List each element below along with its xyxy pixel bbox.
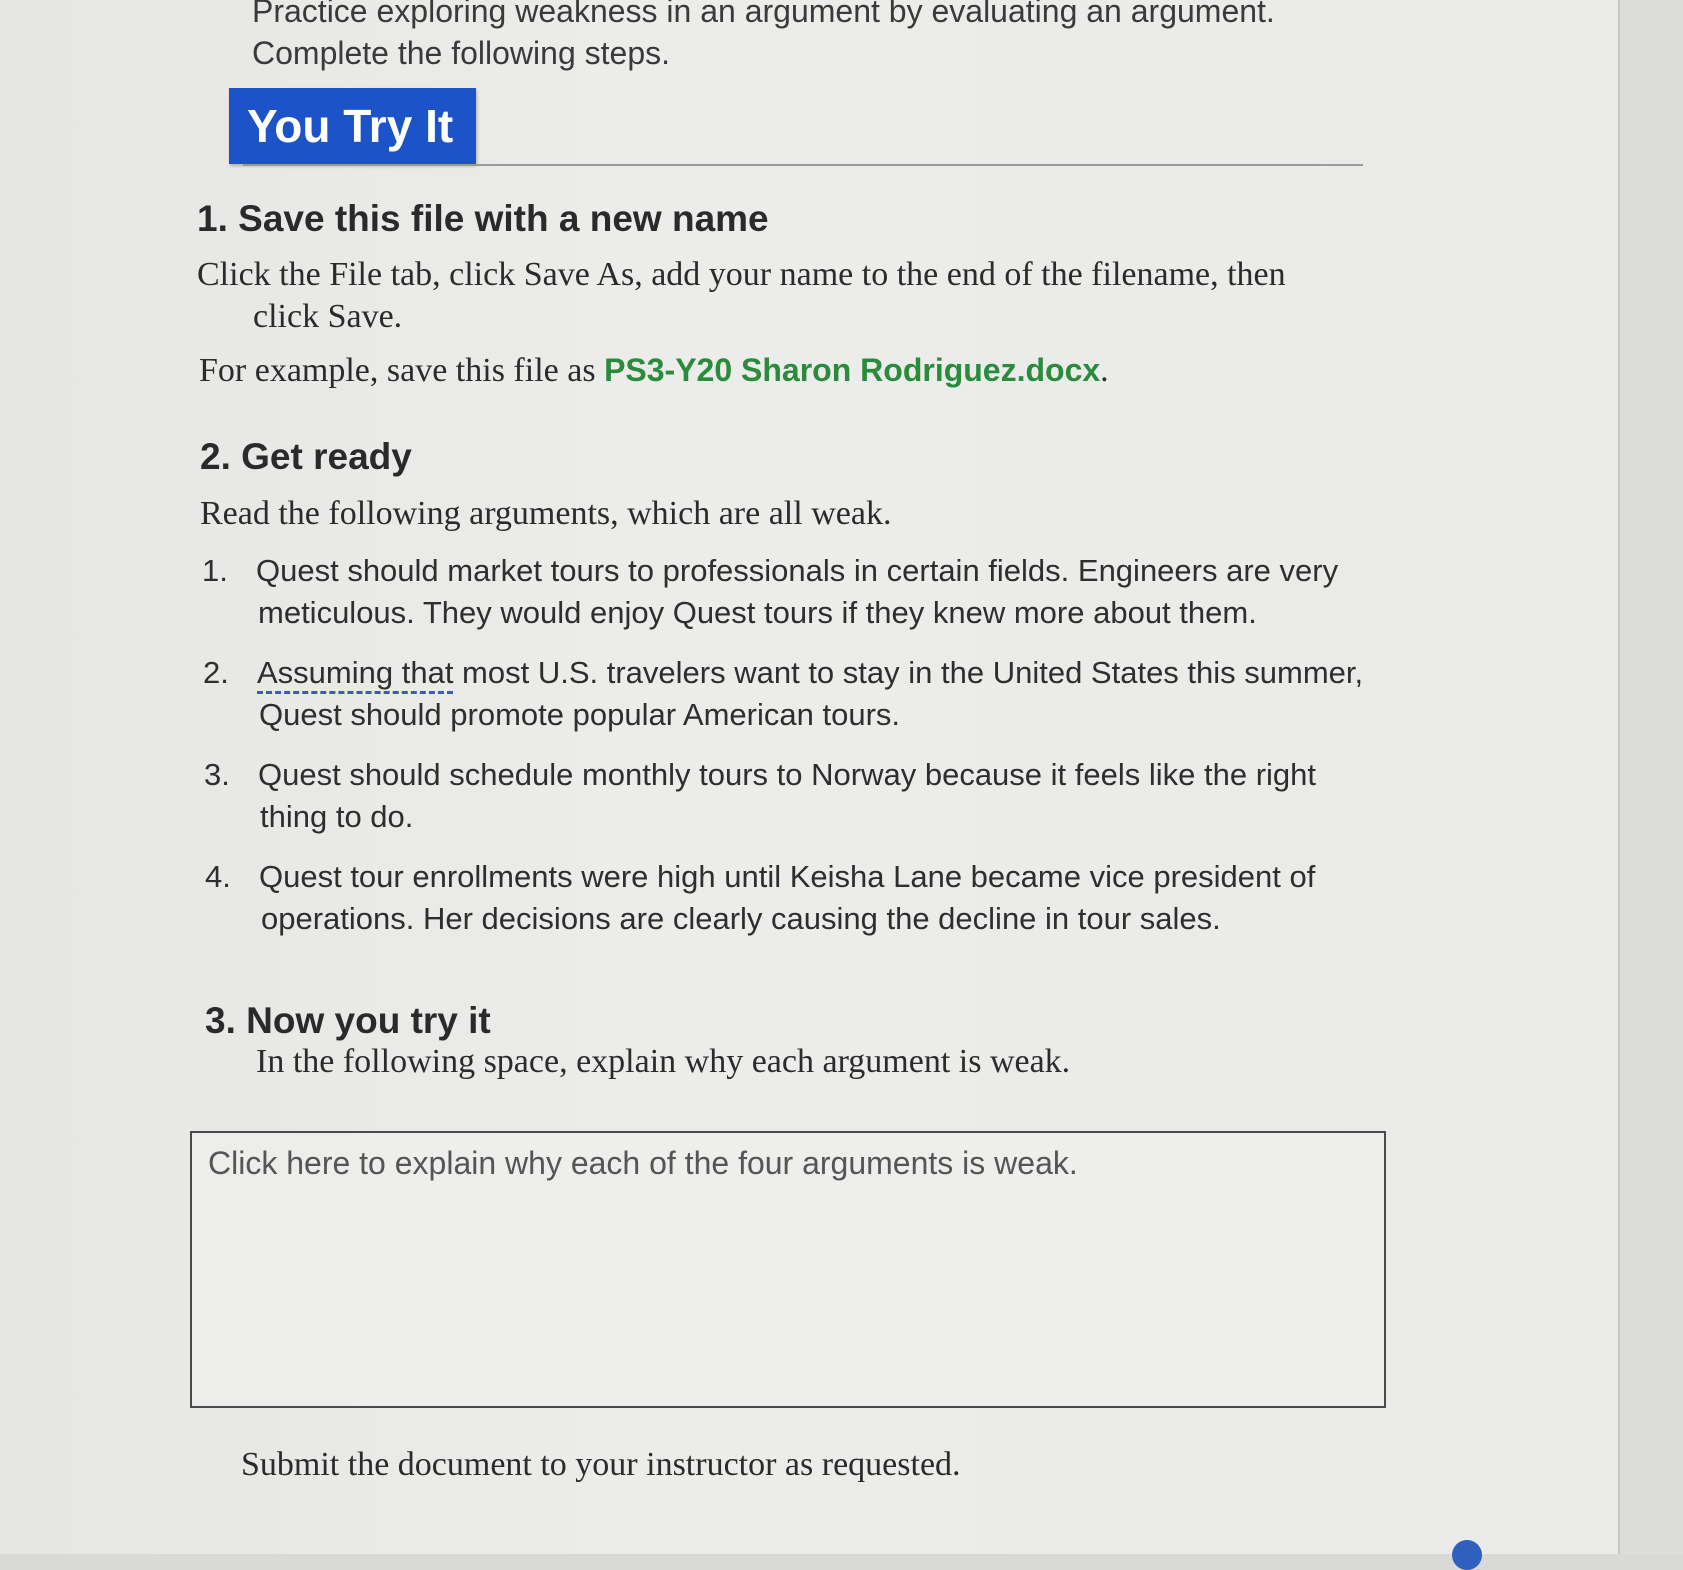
argument-number: 2. <box>203 655 229 690</box>
scroll-indicator-icon[interactable] <box>1452 1540 1482 1570</box>
grammar-flagged-phrase[interactable]: Assuming that <box>257 655 453 694</box>
example-suffix: . <box>1100 352 1109 389</box>
argument-line-2: meticulous. They would enjoy Quest tours if they knew more about them. <box>258 595 1257 630</box>
argument-line-1-rest: most U.S. travelers want to stay in the United States this summer, <box>453 655 1364 690</box>
answer-placeholder[interactable]: Click here to explain why each of the four arguments is weak. <box>208 1145 1078 1181</box>
step2-heading: 2. Get ready <box>200 436 412 477</box>
argument-line-1: Quest should schedule monthly tours to Norway because it feels like the right <box>258 757 1316 792</box>
you-try-it-banner: You Try It <box>229 88 476 164</box>
intro-line-2: Complete the following steps. <box>252 35 670 71</box>
argument-line-1: Quest tour enrollments were high until Keisha Lane became vice president of <box>259 859 1316 894</box>
step3-heading: 3. Now you try it <box>205 1000 491 1041</box>
argument-number: 4. <box>205 859 231 894</box>
submit-instruction: Submit the document to your instructor as requested. <box>241 1446 961 1483</box>
example-prefix: For example, save this file as <box>199 352 605 389</box>
argument-line-2: thing to do. <box>260 799 414 834</box>
intro-text <box>252 0 1275 74</box>
answer-content-control[interactable] <box>190 1131 1386 1408</box>
step2-instruction: Read the following arguments, which are all weak. <box>200 495 892 532</box>
argument-line-1: Quest should market tours to professionals in certain fields. Engineers are very <box>256 553 1339 588</box>
step3-instruction: In the following space, explain why each argument is weak. <box>256 1043 1071 1080</box>
right-gutter <box>1620 0 1683 1554</box>
argument-number: 1. <box>202 553 228 588</box>
example-filename: PS3-Y20 Sharon Rodriguez.docx <box>604 352 1101 388</box>
step1-heading: 1. Save this file with a new name <box>197 198 769 239</box>
intro-line-1: Practice exploring weakness in an argument by evaluating an argument. <box>252 0 1275 29</box>
step1-example <box>199 352 1109 390</box>
argument-line-2: Quest should promote popular American tours. <box>259 697 901 732</box>
argument-line-1 <box>257 652 1363 694</box>
banner-divider <box>243 164 1363 166</box>
argument-number: 3. <box>204 757 230 792</box>
step1-instruction-line-1: Click the File tab, click Save As, add your name to the end of the filename, then <box>197 256 1286 293</box>
step1-instruction-line-2: click Save. <box>253 298 403 335</box>
argument-line-2: operations. Her decisions are clearly causing the decline in tour sales. <box>261 901 1221 936</box>
